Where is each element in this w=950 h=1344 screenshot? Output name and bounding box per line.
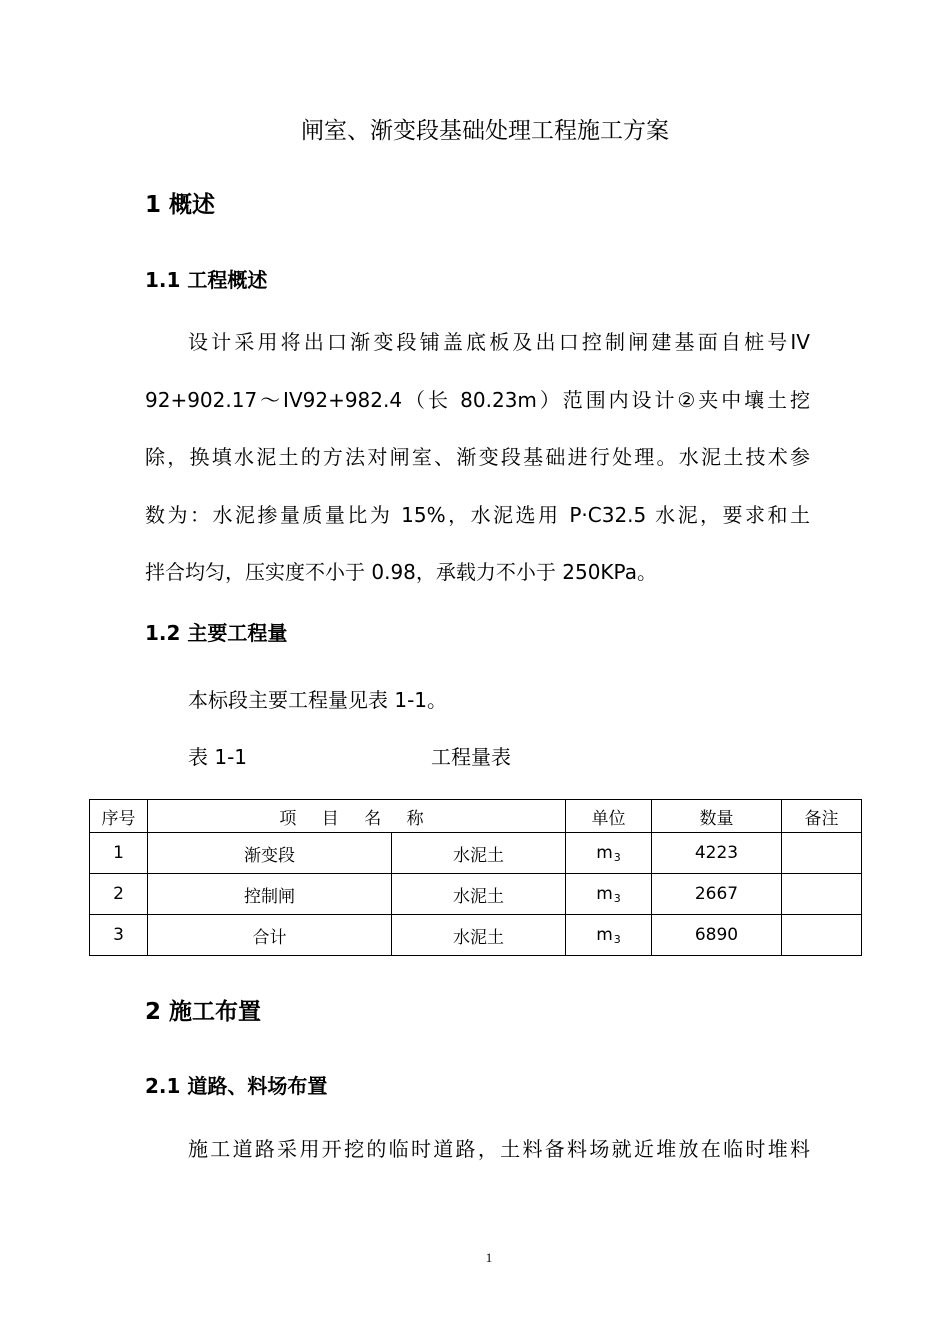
section-2-1-paragraph — [145, 1121, 810, 1179]
section-1-1-heading: 1.1 工程概述 — [145, 268, 268, 292]
header-remark: 备注 — [782, 800, 862, 833]
paragraph-line: 除，换填水泥土的方法对闸室、渐变段基础进行处理。水泥土技术参 — [145, 445, 810, 469]
paragraph-line: 施工道路采用开挖的临时道路，土料备料场就近堆放在临时堆料 — [188, 1137, 810, 1161]
cell-remark — [782, 915, 862, 956]
page-number: 1 — [485, 1250, 493, 1265]
section-2-1-heading: 2.1 道路、料场布置 — [145, 1074, 328, 1098]
cell-item: 控制闸 — [148, 874, 392, 915]
cell-qty: 4223 — [652, 833, 782, 874]
table-row — [90, 874, 862, 915]
table-row — [90, 915, 862, 956]
cell-unit: $m_3$ — [566, 915, 652, 956]
section-1-heading: 1 概述 — [145, 192, 216, 218]
paragraph-line: 数为：水泥掺量质量比为 15%，水泥选用 P·C32.5 水泥，要求和土 — [145, 502, 810, 527]
paragraph-line: 拌合均匀，压实度不小于 0.98，承载力不小于 250KPa。 — [145, 560, 657, 584]
cell-seq: 2 — [90, 874, 148, 915]
section-2-heading: 2 施工布置 — [145, 999, 262, 1025]
section-1-2-text: 本标段主要工程量见表 1-1。 — [188, 688, 448, 712]
cell-material: 水泥土 — [392, 874, 566, 915]
cell-qty: 6890 — [652, 915, 782, 956]
cell-seq: 3 — [90, 915, 148, 956]
table-caption-number: 表 1-1 — [188, 745, 248, 769]
cell-unit: $m_3$ — [566, 833, 652, 874]
cell-remark — [782, 833, 862, 874]
paragraph-line: 设计采用将出口渐变段铺盖底板及出口控制闸建基面自桩号IV — [188, 330, 810, 354]
cell-unit: $m_3$ — [566, 874, 652, 915]
header-item-name: 项 目 名 称 — [148, 800, 566, 833]
paragraph-line: 92+902.17～IV92+982.4（长 80.23m）范围内设计②夹中壤土挖 — [145, 387, 810, 412]
quantity-table — [89, 799, 862, 956]
cell-item: 渐变段 — [148, 833, 392, 874]
section-1-1-paragraph — [145, 314, 810, 602]
cell-material: 水泥土 — [392, 833, 566, 874]
table-caption-title: 工程量表 — [431, 745, 511, 769]
section-1-2-heading: 1.2 主要工程量 — [145, 621, 288, 645]
document-title: 闸室、渐变段基础处理工程施工方案 — [301, 118, 669, 144]
cell-material: 水泥土 — [392, 915, 566, 956]
cell-item: 合计 — [148, 915, 392, 956]
cell-qty: 2667 — [652, 874, 782, 915]
header-seq: 序号 — [90, 800, 148, 833]
table-header-row — [90, 800, 862, 833]
table-row — [90, 833, 862, 874]
cell-remark — [782, 874, 862, 915]
header-unit: 单位 — [566, 800, 652, 833]
header-qty: 数量 — [652, 800, 782, 833]
cell-seq: 1 — [90, 833, 148, 874]
